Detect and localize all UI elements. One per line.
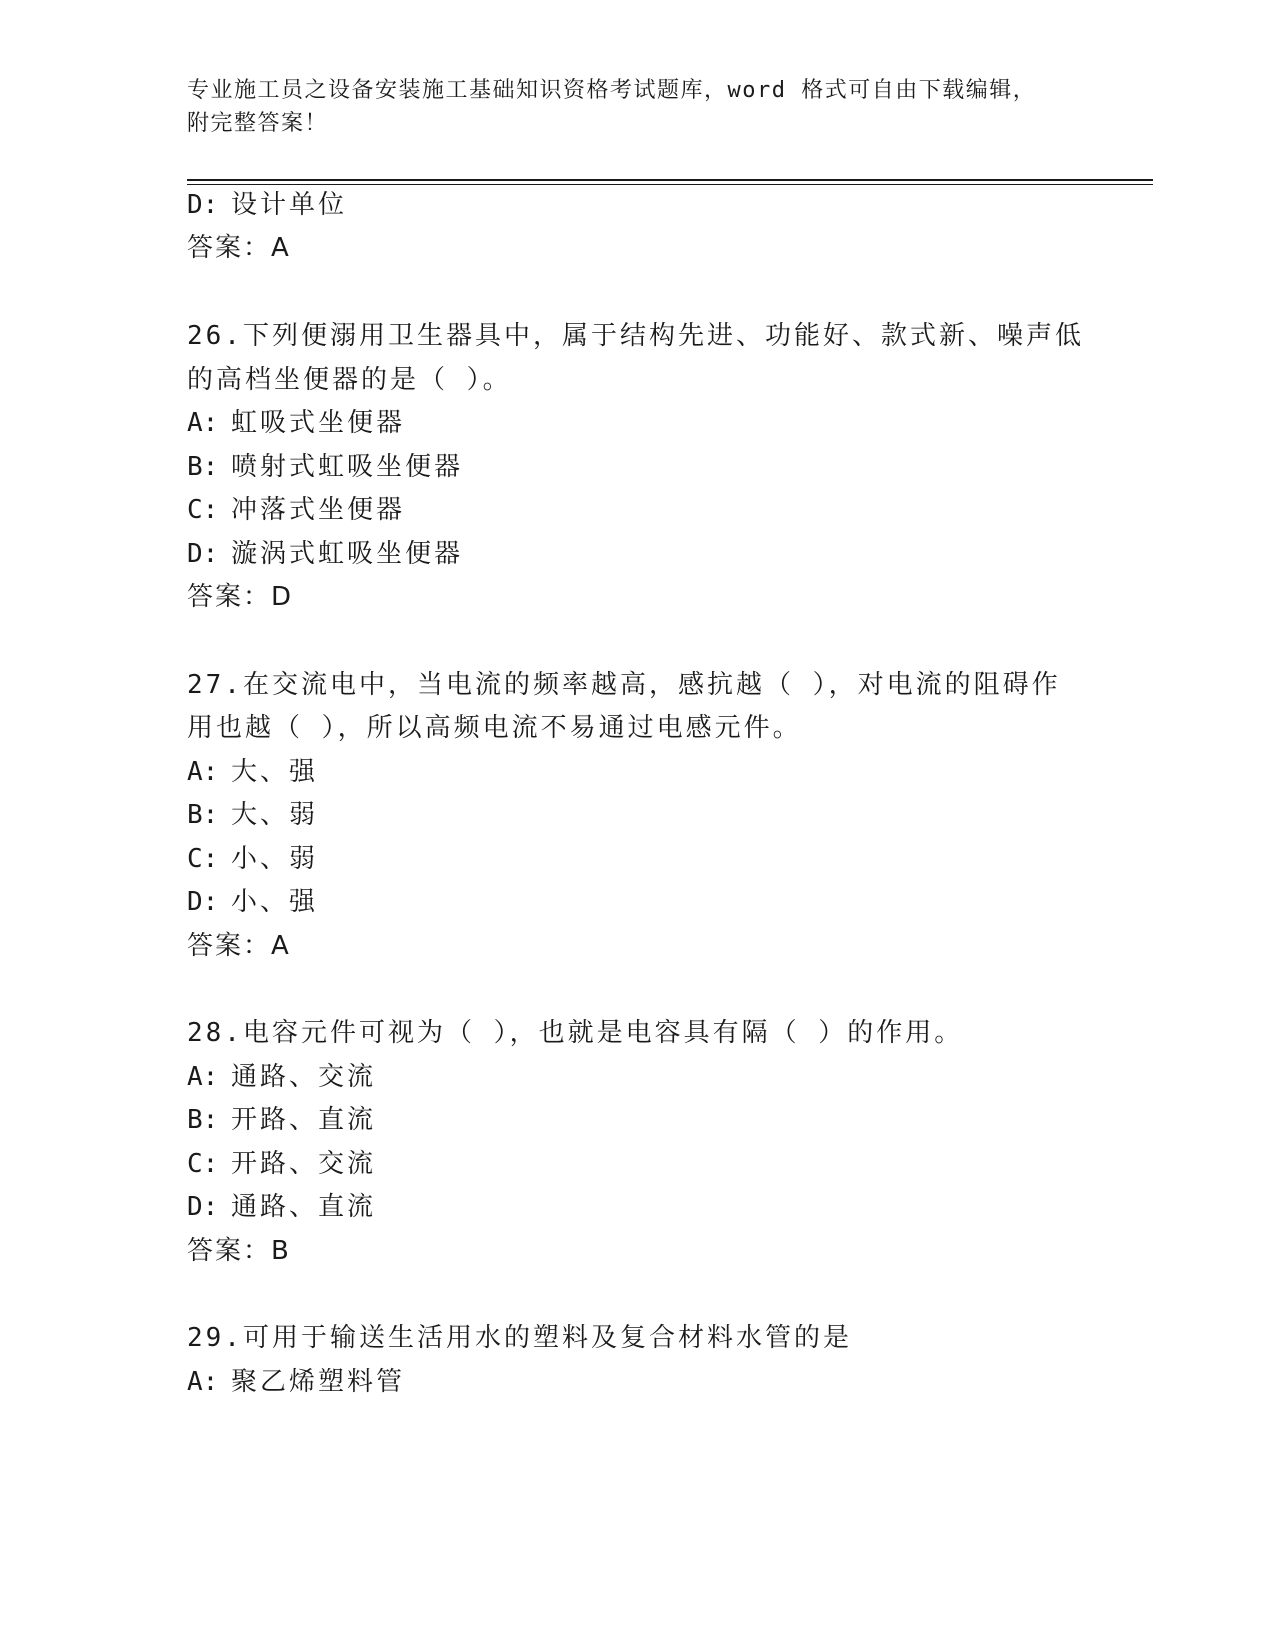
- option-d: [187, 538, 463, 570]
- option-letter: B:: [187, 452, 219, 482]
- option-c: [187, 1148, 376, 1180]
- question-text: 26.下列便溺用卫生器具中，属于结构先进、功能好、款式新、噪声低: [187, 321, 1084, 351]
- option-letter: A:: [187, 757, 219, 787]
- option-d: [187, 189, 347, 221]
- answer-line: [187, 581, 292, 613]
- answer-label: 答案：: [187, 582, 272, 612]
- option-text: 喷射式虹吸坐便器: [231, 452, 464, 482]
- option-c: [187, 843, 318, 875]
- option-b: [187, 799, 318, 831]
- question-text: 27.在交流电中，当电流的频率越高，感抗越（ ），对电流的阻碍作: [187, 670, 1061, 700]
- option-text: 通路、直流: [231, 1192, 377, 1222]
- option-letter: C:: [187, 495, 219, 525]
- option-text: 通路、交流: [231, 1062, 377, 1092]
- answer-value: B: [271, 1236, 290, 1266]
- header-divider-thick: [187, 179, 1153, 181]
- option-text: 冲落式坐便器: [231, 495, 406, 525]
- option-letter: D:: [187, 190, 219, 220]
- option-letter: A:: [187, 408, 219, 438]
- option-text: 聚乙烯塑料管: [231, 1367, 406, 1397]
- option-text: 大、强: [231, 757, 319, 787]
- answer-line: [187, 232, 290, 264]
- option-letter: B:: [187, 800, 219, 830]
- answer-line: [187, 930, 290, 962]
- option-b: [187, 451, 463, 483]
- answer-line: [187, 1235, 290, 1267]
- question-text: 29.可用于输送生活用水的塑料及复合材料水管的是: [187, 1323, 852, 1353]
- option-d: [187, 886, 318, 918]
- option-text: 小、弱: [231, 844, 319, 874]
- option-letter: D:: [187, 887, 219, 917]
- answer-label: 答案：: [187, 1236, 272, 1266]
- option-letter: D:: [187, 539, 219, 569]
- option-letter: C:: [187, 1149, 219, 1179]
- option-text: 开路、交流: [231, 1149, 377, 1179]
- option-a: [187, 756, 318, 788]
- header-divider-thin: [187, 184, 1153, 185]
- option-letter: D:: [187, 1192, 219, 1222]
- option-b: [187, 1104, 376, 1136]
- answer-label: 答案：: [187, 233, 272, 263]
- answer-value: A: [271, 233, 290, 263]
- option-text: 虹吸式坐便器: [231, 408, 406, 438]
- option-text: 设计单位: [231, 190, 348, 220]
- option-a: [187, 1366, 405, 1398]
- question-text: 的高档坐便器的是（ ）。: [187, 365, 512, 395]
- option-letter: C:: [187, 844, 219, 874]
- document-header: [187, 74, 1067, 140]
- option-a: [187, 407, 405, 439]
- option-text: 小、强: [231, 887, 319, 917]
- option-text: 漩涡式虹吸坐便器: [231, 539, 464, 569]
- option-letter: A:: [187, 1062, 219, 1092]
- question-text: 28.电容元件可视为（ ），也就是电容具有隔（ ）的作用。: [187, 1018, 964, 1048]
- option-text: 开路、直流: [231, 1105, 377, 1135]
- answer-label: 答案：: [187, 931, 272, 961]
- option-letter: B:: [187, 1105, 219, 1135]
- header-line-1: 专业施工员之设备安装施工基础知识资格考试题库，word 格式可自由下载编辑，: [187, 78, 1037, 103]
- option-letter: A:: [187, 1367, 219, 1397]
- answer-value: A: [271, 931, 290, 961]
- header-line-2: 附完整答案！: [187, 111, 329, 136]
- option-c: [187, 494, 405, 526]
- answer-value: D: [271, 582, 293, 612]
- option-a: [187, 1061, 376, 1093]
- option-text: 大、弱: [231, 800, 319, 830]
- option-d: [187, 1191, 376, 1223]
- question-text: 用也越（ ），所以高频电流不易通过电感元件。: [187, 713, 802, 743]
